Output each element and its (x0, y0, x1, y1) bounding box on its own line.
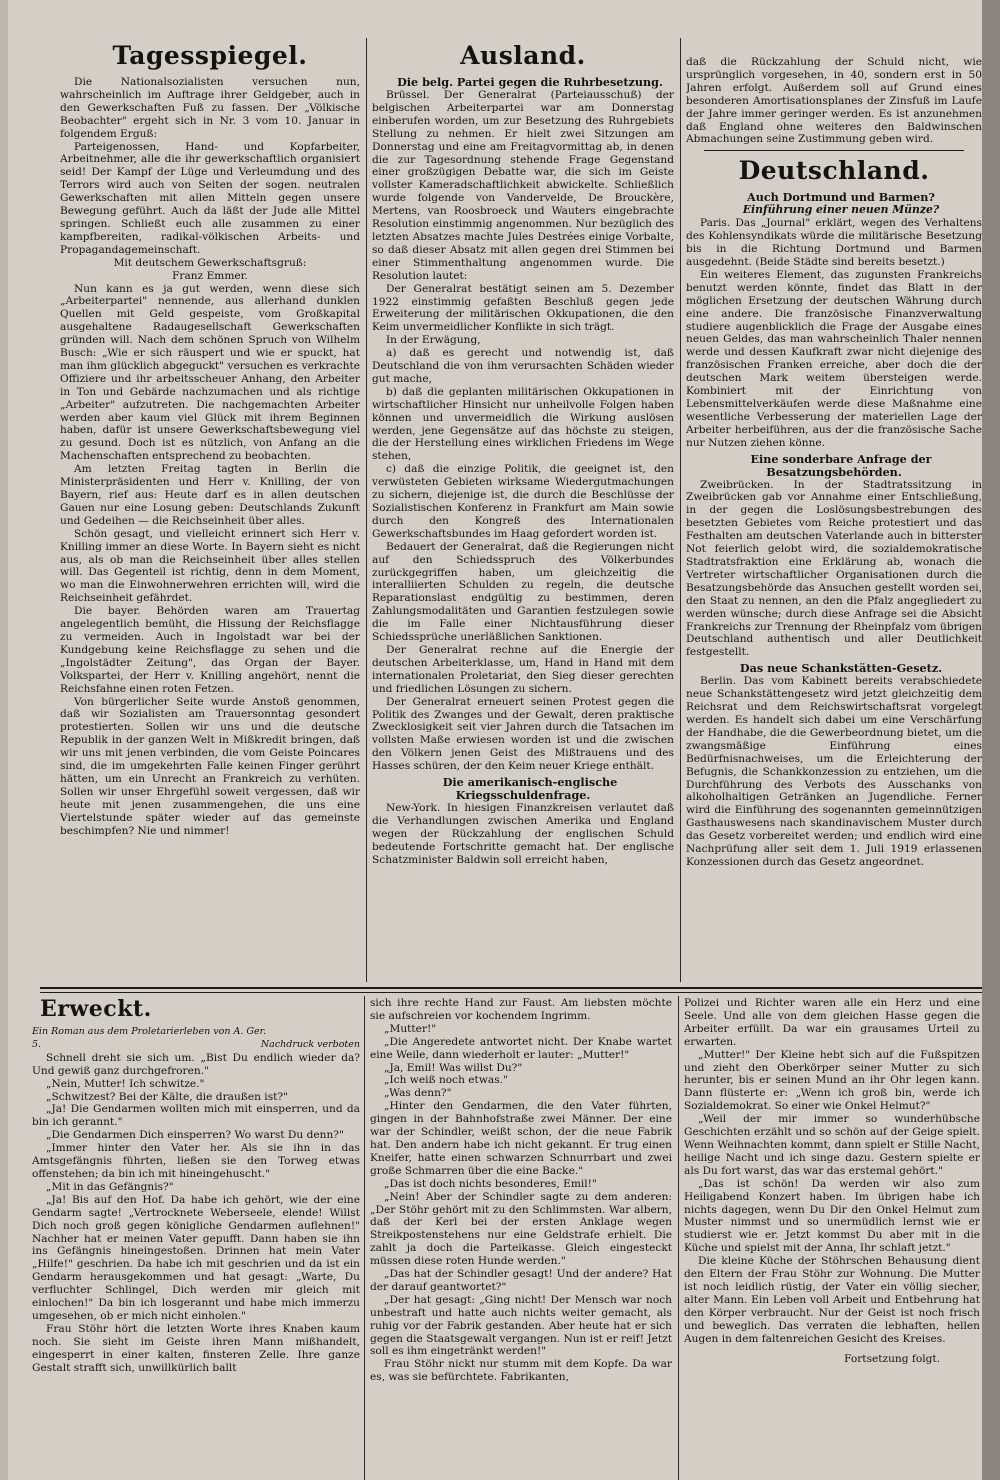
subhead-ruhrbesetzung: Die belg. Partei gegen die Ruhrbesetzung. (397, 75, 663, 89)
subsub-muenze: Einführung einer neuen Münze? (742, 203, 940, 217)
erweckt-paragraph: „Nein, Mutter! Ich schwitze." (46, 1077, 205, 1090)
subhead-dortmund: Auch Dortmund und Barmen? (747, 190, 935, 205)
erweckt-paragraph: „Der hat gesagt: „Ging nicht! Der Mensch war noch unbestraft und hatte auch nichts weiter gemacht, als ruhig vor der Fabrik gestanden. Aber heute hat er sich gegen die Staatsgewalt vergangen. Nun ist er reif! Jetzt soll es ihm eingetränkt werden!" (370, 1293, 672, 1358)
erweckt-paragraph: „Die Gendarmen Dich einsperren? Wo warst Du denn?" (46, 1129, 344, 1142)
erweckt-paragraph: „Ja! Die Gendarmen wollten mich mit einsperren, und da bin ich gerannt." (32, 1103, 360, 1129)
erweckt-paragraph: „Das ist doch nichts besonderes, Emil!" (384, 1177, 597, 1190)
erweckt-meta (32, 1039, 360, 1052)
tagesspiegel-quote: Parteigenossen, Hand- und Kopfarbeiter, Arbeitnehmer, alle die ihr gewerkschaftlich organisiert seid! Der Kampf der Lüge und Verleumdung und des Terrors wird auch von Seiten der sogen. neutralen Gewerkschaften mit allen Mitteln gegen unsere Bewegung geführt. Auch da läßt der Jude alle Mittel springen. Schließt euch alle zusammen zu einer kampfbereiten, radikal-völkischen Arbeits- und Propagandagemeinschaft. (60, 140, 360, 256)
ausland-paragraph: In der Erwägung, (386, 334, 481, 347)
ausland-paragraph: Bedauert der Generalrat, daß die Regierungen nicht auf den Schiedsspruch des Völkerbundes zurückgegriffen haben, um gleichzeitig die interalliierten Schulden zu regeln, die deutsche Reparationslast endgültig zu bestimmen, deren Zahlungsmodalitäten und Garantien festzulegen sowie die im Falle einer Nichtausführung dieser Schiedssprüche unerläßlichen Sanktionen. (372, 540, 674, 644)
column-ausland (372, 40, 674, 980)
column-divider (680, 38, 681, 982)
ausland-continuation: daß die Rückzahlung der Schuld nicht, wie ursprünglich vorgesehen, in 40, sondern erst in 50 Jahren erfolgt. Außerdem soll auf Grund eines besonderen Amortisationsplanes der Zinsfuß im Laufe der Jahre immer geringer werden. Es ist anzunehmen daß England ohne weiteres den Baldwinschen Abmachungen seine Zustimmung geben wird. (686, 56, 982, 146)
column-erweckt-3 (684, 997, 980, 1477)
ausland-paragraph: Der Generalrat erneuert seinen Protest gegen die Politik des Zwanges und der Gewalt, deren praktische Zwecklosigkeit seit vier Jahren durch die Tatsachen im vollsten Maße erwiesen worden ist und die zwischen den Völkern jenen Geist des Mißtrauens und des Hasses schüren, der den Keim neuer Kriege enthält. (372, 695, 674, 773)
heading-ausland: Ausland. (460, 41, 586, 70)
page-right-edge (982, 0, 1000, 1480)
erweckt-number: 5. (32, 1038, 42, 1050)
subhead-besatzung: Eine sonderbare Anfrage der Besatzungsbehörden. (750, 451, 932, 479)
erweckt-paragraph: „Ja! Bis auf den Hof. Da habe ich gehört, wie der eine Gendarm sagte! „Vertrocknete Weberseele, elende! Willst Dich noch groß gegen königliche Gendarmen auflehnen!" Nachher hat er meinen Vater gepufft. Dann haben sie ihn ins Gefängnis hineingestoßen. Drinnen hat mein Vater „Hilfe!" geschrien. Da habe ich mit geschrien und da ist ein Gendarm herausgekommen und hat gesagt: „Warte, Du verfluchter Schlingel, Dich werden mir gleich mit einlochen!" Da bin ich losgerannt und habe mich immerzu umgesehen, ob er mich nicht einholen." (32, 1193, 360, 1322)
erweckt-paragraph: „Schwitzest? Bei der Kälte, die draußen ist?" (46, 1090, 288, 1103)
tagesspiegel-paragraph: Die bayer. Behörden waren am Trauertag angelegentlich bemüht, die Hissung der Reichsflagge zu vermeiden. Auch in Ingolstadt war bei der Kundgebung keine Reichsflagge zu sehen und die „Ingolstädter Zeitung", das Organ der Bayer. Volkspartei, der Herr v. Knilling angehört, nennt die Reichsfahne einen roten Fetzen. (60, 605, 360, 695)
erweckt-paragraph: „Mutter!" Der Kleine hebt sich auf die Fußspitzen und zieht den Oberkörper seiner Mutter zu sich herunter, bis er seinen Mund an ihr Ohr legen kann. Dann flüsterte er: „Wenn ich groß bin, werde ich Sozialdemokrat. So einer wie Onkel Helmut?" (684, 1048, 980, 1113)
tagesspiegel-paragraph: Schön gesagt, und vielleicht erinnert sich Herr v. Knilling immer an diese Worte. In Bayern sieht es nicht aus, als ob man die Reichseinheit über alles stellen will. Das Gegenteil ist richtig, denn in dem Moment, wo man die Einwohnerwehren errichten will, wird die Reichseinheit gefährdet. (60, 527, 360, 605)
column-divider (364, 996, 365, 1480)
column-deutschland (686, 56, 982, 980)
heading-tagesspiegel: Tagesspiegel. (112, 41, 308, 70)
erweckt-nachdruck: Nachdruck verboten (260, 1038, 360, 1050)
erweckt-paragraph: Polizei und Richter waren alle ein Herz und eine Seele. Und alle von dem gleichen Hasse gegen die Arbeiter erfüllt. Da war ein grausames Urteil zu erwarten. (684, 997, 980, 1048)
tagesspiegel-paragraph: Nun kann es ja gut werden, wenn diese sich „Arbeiterpartei" nennende, aus allerhand dunklen Quellen mit Geld gespeiste, vom Großkapital ausgehaltene Radaugesellschaft Gewerkschaften gründen will. Nach dem schönen Spruch von Wilhelm Busch: „Wie er sich räuspert und wie er spuckt, hat man ihm glücklich abgeguckt" versuchen es verkrachte Offiziere und ihr arbeitsscheuer Anhang, den Arbeiter in Ton und Gebärde nachzumachen und als richtige „Arbeiter" aufzutreten. Die nachgemachten Arbeiter werden aber kaum viel Glück mit ihrem Beginnen haben, dafür ist unsere Gewerkschaftsbewegung viel zu gesund. Doch ist es nützlich, von Anfang an die Machenschaften entsprechend zu beobachten. (60, 282, 360, 463)
deutschland-paragraph: Berlin. Das vom Kabinett bereits verabschiedete neue Schankstättengesetz wird jetzt gleichzeitig dem Reichsrat und dem Reichswirtschaftsrat vorgelegt werden. Es handelt sich dabei um eine Verschärfung der Handhabe, die die Gewerbeordnung bietet, um die zwangsmäßige Einführung eines Bedürfnisnachweises, um die Erleichterung der Befugnis, die Schankkonzession zu entziehen, um die Durchführung des Verbots des Ausschanks von alkoholhaltigen Getränken an Jugendliche. Ferner wird die Einführung des sogenannten gemeinnützigen Gasthauswesens nach skandinavischem Muster durch das Gesetz vorbereitet werden; und endlich wird eine Nachprüfung aller seit dem 1. Juli 1919 erlassenen Konzessionen durch das Gesetz angeordnet. (686, 675, 982, 868)
ausland-paragraph: b) daß die geplanten militärischen Okkupationen in wirtschaftlicher Hinsicht nur unheilvolle Folgen haben können und unvermeidlich die Wirkung auslösen werden, jene Gegensätze auf das höchste zu steigen, die der Herstellung eines wirklichen Friedens im Wege stehen, (372, 385, 674, 463)
subhead-kriegsschulden: Die amerikanisch-englische Kriegsschuldenfrage. (442, 775, 618, 803)
column-erweckt-2 (370, 997, 672, 1477)
ausland-paragraph: a) daß es gerecht und notwendig ist, daß Deutschland die von ihm verursachten Schäden wieder gut mache, (372, 347, 674, 385)
erweckt-paragraph: „Ja, Emil! Was willst Du?" (384, 1061, 523, 1074)
tagesspiegel-signature: Franz Emmer. (172, 269, 248, 282)
page-left-edge (0, 0, 8, 1480)
ausland-paragraph: New-York. In hiesigen Finanzkreisen verlautet daß die Verhandlungen zwischen Amerika und England wegen der Rückzahlung der englischen Schuld bedeutende Fortschritte gemacht hat. Der englische Schatzminister Baldwin soll erreicht haben, (372, 802, 674, 866)
column-divider (678, 996, 679, 1480)
feuilleton-divider-thin (40, 992, 982, 993)
erweckt-paragraph: Frau Stöhr nickt nur stumm mit dem Kopfe. Da war es, was sie befürchtete. Fabrikanten, (370, 1358, 672, 1384)
erweckt-paragraph: „Was denn?" (384, 1087, 452, 1100)
feuilleton-divider (40, 987, 982, 989)
erweckt-paragraph: Schnell dreht sie sich um. „Bist Du endlich wieder da? Und gewiß ganz durchgefroren." (32, 1051, 360, 1077)
heading-erweckt: Erweckt. (40, 996, 152, 1022)
erweckt-paragraph: „Nein! Aber der Schindler sagte zu dem anderen: „Der Stöhr gehört mit zu den Schlimmsten. War albern, daß der Kerl bei der ersten Anklage wegen Streikpostenstehens nur eine Geldstrafe erhielt. Die zahlt ja doch die Parteikasse. Gleich eingesteckt müssen diese roten Hunde werden." (370, 1190, 672, 1268)
deutschland-paragraph: Paris. Das „Journal" erklärt, wegen des Verhaltens des Kohlensyndikats würde die militärische Besetzung bis in die Richtung Dortmund und Barmen ausgedehnt. (Beide Städte sind bereits besetzt.) (686, 217, 982, 268)
column-tagesspiegel (60, 40, 360, 980)
erweckt-paragraph: „Mit in das Gefängnis?" (46, 1180, 174, 1193)
deutschland-paragraph: Zweibrücken. In der Stadtratssitzung in Zweibrücken gab vor Annahme einer Entschließung, in der gegen die Loslösungsbestrebungen des besetzten Gebietes vom Reiche protestiert und das Festhalten am deutschen Vaterlande auch in bitterster Not feierlich gelobt wird, die sozialdemokratische Stadtratsfraktion eine Erklärung ab, wonach die Vertreter wirtschaftlicher Organisationen durch die Besatzungsbehörde das Ansuchen gestellt worden sei, den Staat zu nennen, an den die Pfalz angegliedert zu werden wünsche; durch diese Anfrage sei die Absicht Frankreichs zur Trennung der Rheinpfalz vom übrigen Deutschland authentisch und aller Deutlichkeit festgestellt. (686, 478, 982, 659)
erweckt-paragraph: „Hinter den Gendarmen, die den Vater führten, gingen in der Bahnhofstraße zwei Männer. Der eine war der Schindler, weißt schon, der die neue Fabrik hat. Den andern habe ich nicht gekannt. Er trug einen Kneifer, hatte einen schwarzen Schnurrbart und zwei große Schmarren über die eine Backe." (370, 1100, 672, 1177)
tagesspiegel-greeting: Mit deutschem Gewerkschaftsgruß: (113, 256, 307, 269)
erweckt-paragraph: Die kleine Küche der Stöhrschen Behausung dient den Eltern der Frau Stöhr zur Wohnung. Die Mutter ist noch leidlich rüstig, der Vater ein völlig siecher, alter Mann. Ein Leben voll Arbeit und Entbehrung hat den Körper verbraucht. Nur der Geist ist noch frisch und beweglich. Das verraten die lebhaften, hellen Augen in dem faltenreichen Gesicht des Kreises. (684, 1255, 980, 1345)
erweckt-fortsetzung: Fortsetzung folgt. (844, 1353, 940, 1366)
erweckt-paragraph: „Die Angeredete antwortet nicht. Der Knabe wartet eine Weile, dann wiederholt er lauter: „Mutter!" (370, 1035, 672, 1061)
ausland-paragraph: Der Generalrat bestätigt seinen am 5. Dezember 1922 einstimmig gefaßten Beschluß gegen jede Erweiterung der militärischen Okkupationen, die den Keim unvermeidlicher Konflikte in sich trägt. (372, 282, 674, 334)
erweckt-paragraph: sich ihre rechte Hand zur Faust. Am liebsten möchte sie aufschreien vor kochendem Ingrimm. (370, 997, 672, 1022)
erweckt-byline: Ein Roman aus dem Proletarierleben von A. Ger. (32, 1026, 267, 1037)
column-divider (366, 38, 367, 982)
erweckt-paragraph: „Das hat der Schindler gesagt! Und der andere? Hat der darauf geantwortet?" (370, 1268, 672, 1293)
erweckt-paragraph: „Das ist schön! Da werden wir also zum Heiligabend Konzert haben. Im übrigen habe ich nichts dagegen, wenn Du Dir den Onkel Helmut zum Muster nimmst und so unermüdlich lernst wie er studierst wie er. Jetzt kommst Du aber mit in die Küche und spielst mit der Anna, Ihr schlaft jetzt." (684, 1177, 980, 1255)
tagesspiegel-paragraph: Am letzten Freitag tagten in Berlin die Ministerpräsidenten und Herr v. Knilling, der von Bayern, rief aus: Heute darf es in allen deutschen Gauen nur eine Losung geben: Deutschlands Zukunft und Gedeihen — die Reichseinheit über alles. (60, 463, 360, 527)
tagesspiegel-paragraph: Die Nationalsozialisten versuchen nun, wahrscheinlich im Auftrage ihrer Geldgeber, auch in den Gewerkschaften Fuß zu fassen. Der „Völkische Beobachter" ergeht sich in Nr. 3 vom 10. Januar in folgendem Erguß: (60, 76, 360, 140)
tagesspiegel-paragraph: Von bürgerlicher Seite wurde Anstoß genommen, daß wir Sozialisten am Trauersonntag gesondert protestierten. Sollen wir uns und die deutsche Republik in der ganzen Welt in Mißkredit bringen, daß wir uns mit jenen verbinden, die vom Geiste Poincares sind, die im umgekehrten Falle keinen Finger gerührt hätten, um ein Unrecht an Frankreich zu verhüten. Sollen wir unser Ehrgefühl soweit vergessen, daß wir heute mit jenen zusammengehen, die uns eine Viertelstunde später wieder auf das gemeinste beschimpfen? Nie und nimmer! (60, 695, 360, 837)
deutschland-paragraph: Ein weiteres Element, das zugunsten Frankreichs benutzt werden könnte, findet das Blatt in der möglichen Ersetzung der deutschen Währung durch eine andere. Die französische Finanzverwaltung studiere augenblicklich die Frage der Ausgabe eines neuen Geldes, das man wahrscheinlich Thaler nennen werde und dessen Kaufkraft zwar nicht diejenige des französischen Franken erreiche, aber doch die der deutschen Mark weitem übersteigen werde. Kombiniert mit der Einrichtung von Lebensmittelverkäufen werde diese Maßnahme eine wesentliche Verbesserung der materiellen Lage der Arbeiter herbeiführen, aus der die französische Sache nur Nutzen ziehen könne. (686, 268, 982, 449)
erweckt-paragraph: Frau Stöhr hört die letzten Worte ihres Knaben kaum noch. Sie sieht im Geiste ihren Mann mißhandelt, eingesperrt in einer kalten, finsteren Zelle. Ihre ganze Gestalt strafft sich, unwillkürlich ballt (32, 1322, 360, 1374)
ausland-paragraph: Der Generalrat rechne auf die Energie der deutschen Arbeiterklasse, um, Hand in Hand mit dem internationalen Proletariat, den Sieg dieser gerechten und friedlichen Lösungen zu sichern. (372, 643, 674, 695)
ausland-paragraph: Brüssel. Der Generalrat (Parteiausschuß) der belgischen Arbeiterpartei war am Donnerstag einberufen worden, um zur Besetzung des Ruhrgebiets Stellung zu nehmen. Er hielt zwei Sitzungen am Donnerstag und eine am Freitagvormittag ab, in denen die zur Tagesordnung stehende Frage Gegenstand einer großzügigen Debatte war, die sich im Geiste vollster Kameradschaftlichkeit abwickelte. Schließlich wurde folgende von Vandervelde, De Brouckère, Mertens, van Roosbroeck und Wauters eingebrachte Resolution einstimmig angenommen. Nur bezüglich des letzten Absatzes machte Jules Destrées einige Vorbalte, so daß dieser Absatz mit allen gegen drei Stimmen bei einer Stimmenthaltung angenommen wurde. Die Resolution lautet: (372, 89, 674, 282)
subhead-schankstaetten: Das neue Schankstätten-Gesetz. (739, 661, 943, 676)
section-separator (704, 150, 964, 151)
erweckt-paragraph: „Immer hinter den Vater her. Als sie ihn in das Amtsgefängnis führten, ließen sie den Torweg etwas offenstehen; da bin ich mit hineingehuscht." (32, 1142, 360, 1180)
erweckt-paragraph: „Mutter!" (384, 1022, 437, 1035)
erweckt-paragraph: „Ich weiß noch etwas." (384, 1074, 508, 1087)
heading-deutschland: Deutschland. (738, 156, 930, 186)
erweckt-paragraph: „Weil der mir immer so wunderhübsche Geschichten erzählt und so schön auf der Geige spielt. Wenn Weihnachten kommt, dann spielt er Stille Nacht, heilige Nacht und ich singe dazu. Gestern spielte er als Du fort warst, das war das erstemal gehört." (684, 1113, 980, 1177)
column-erweckt-1 (32, 996, 360, 1476)
ausland-paragraph: c) daß die einzige Politik, die geeignet ist, den verwüsteten Gebieten wirksame Wiedergutmachungen zu sichern, diejenige ist, die durch die Beschlüsse der Sozialistischen Konferenz in Frankfurt am Main sowie durch den Kongreß des Internationalen Gewerkschaftsbundes im Haag gefordert worden ist. (372, 463, 674, 540)
